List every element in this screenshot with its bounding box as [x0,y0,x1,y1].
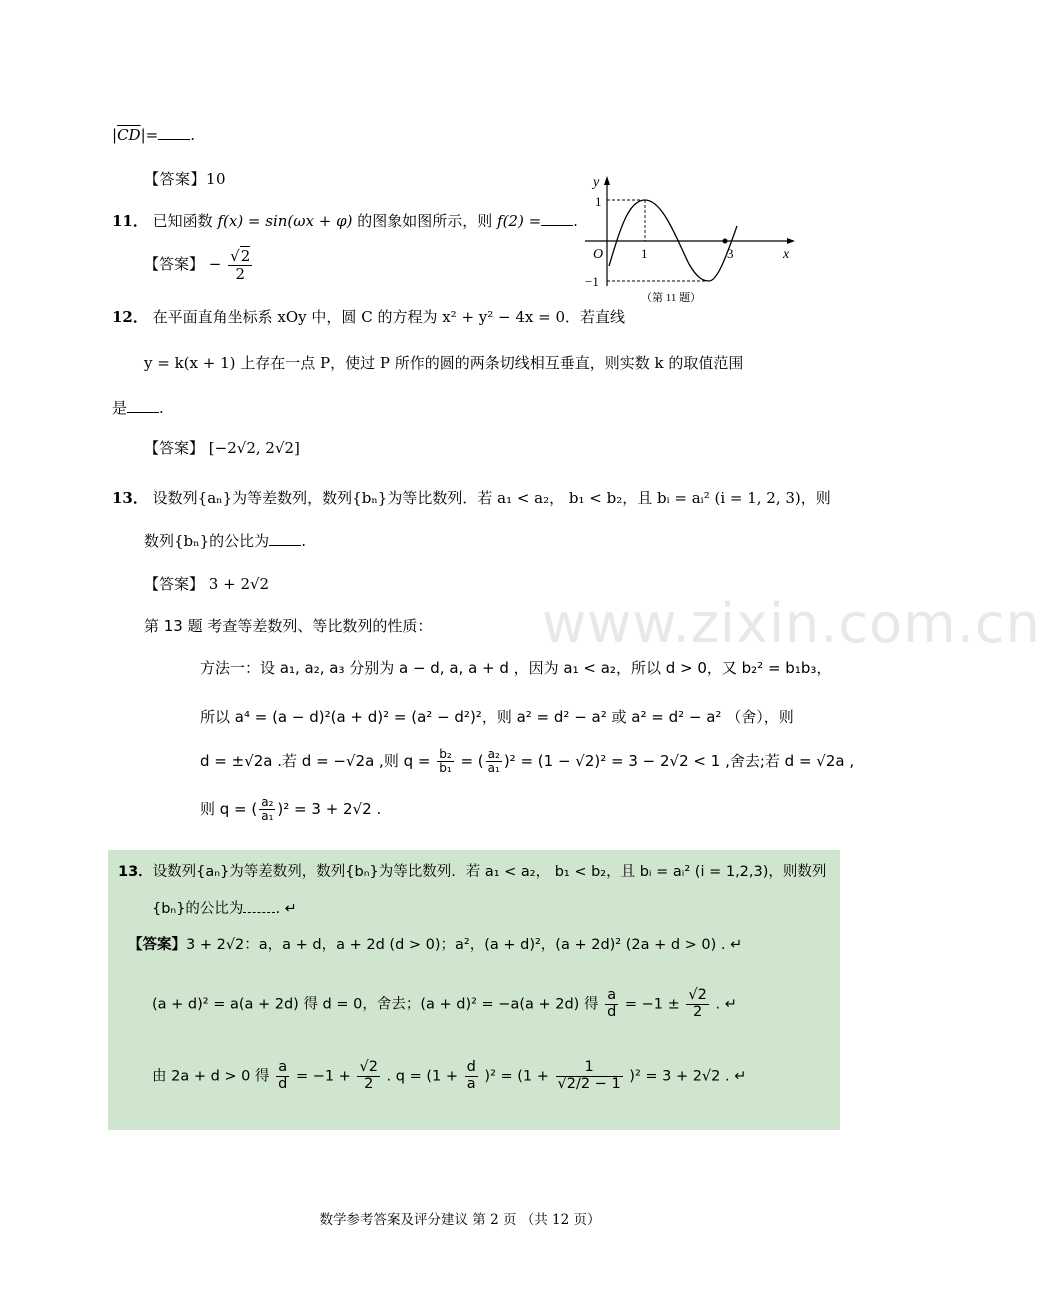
green-line5 [152,1060,746,1093]
method-line2: 所以 a⁴ = (a − d)²(a + d)² = (a² − d²)²，则 a² = d² − a² 或 a² = d² − a² （舍），则 [200,708,794,726]
method-line4 [200,796,381,823]
frac-a-d [276,1060,289,1093]
frac-a2-a1 [486,748,502,775]
frac-den: 2 [693,1003,703,1020]
frac-1-over [556,1060,623,1093]
q12-text-line1: 在平面直角坐标系 xOy 中，圆 C 的方程为 x² + y² − 4x = 0．若直线 [152,308,626,326]
frac-num: a [276,1060,289,1077]
answer-tag: 【答案】 [144,439,205,457]
zero-point [723,239,728,244]
method-heading: 第 13 题 考查等差数列、等比数列的性质： [144,617,433,635]
frac-b2-b1 [437,748,453,775]
frac-den: √2/2 − 1 [557,1075,621,1092]
frac-den: d [607,1003,617,1020]
figure-caption: （第 11 题） [641,292,702,304]
y-tick-neg1: −1 [585,274,599,289]
l4-text-a: (a + d)² = a(a + 2d) 得 d = 0，舍去；(a + d)² = −a(a + 2d) 得 [152,996,599,1013]
question-number: 11． [112,212,148,230]
sine-graph-figure [585,168,805,306]
sqrt-arg: 2 [240,247,251,265]
green-line1 [118,860,826,881]
equals: |= [140,126,159,144]
frac-num: √2 [688,987,707,1003]
q10-answer [144,168,226,189]
page-footer: 数学参考答案及评分建议 第 2 页 （共 12 页） [319,1212,601,1228]
question-number: 13． [112,489,148,507]
period: . [190,126,195,144]
l5-text-e: )² = 3 + 2√2 . ↵ [629,1068,747,1085]
q12-line3 [112,397,164,418]
q13-text-line2: 数列{bₙ}的公比为 [144,532,270,550]
frac-den: b₁ [439,761,452,776]
answer-value: 10 [206,170,227,188]
x-axis-arrow [787,238,795,244]
frac-den: a₁ [487,761,500,776]
q12-answer [144,437,300,458]
period: . [573,212,578,230]
green-line2 [152,897,297,918]
vector-cd-line [112,125,195,144]
green-text-line1: 设数列{aₙ}为等差数列，数列{bₙ}为等比数列．若 a₁ < a₂， b₁ < b₂，且 bᵢ = aᵢ² (i = 1,2,3)，则数列 [152,864,827,880]
l3-text-c: )² = (1 − √2)² = 3 − 2√2 < 1 ,舍去;若 d = √2a , [503,752,855,771]
method-line1: 方法一：设 a₁, a₂, a₃ 分别为 a − d, a, a + d ，因为 a₁ < a₂，所以 d > 0，又 b₂² = b₁b₃， [200,659,832,677]
answer-tag: 【答案】 [128,937,186,953]
q12-text-line3: 是 [112,399,128,417]
l5-text-c: . q = (1 + [386,1068,458,1085]
x-tick-1: 1 [641,246,648,261]
q11-text-a: 已知函数 [152,212,213,230]
q11-f2: f(2) = [497,212,542,230]
abs-bar: | [112,126,118,144]
frac-num: a [605,988,618,1005]
l5-text-a: 由 2a + d > 0 得 [152,1068,270,1085]
frac-a2-a1 [259,796,275,823]
y-tick-1: 1 [595,194,602,209]
answer-blank [127,398,159,413]
method-line3 [200,748,854,775]
y-label: y [593,175,600,190]
period: . [159,399,164,417]
question-number: 13． [118,864,153,880]
l4-text-c: . ↵ [715,996,737,1013]
vector-cd: $\overline{CD}$ [117,126,141,144]
period: . [301,532,306,550]
q11-expr: f(x) = sin(ωx + φ) [217,212,353,230]
frac-numerator: √2 [230,247,251,265]
frac-num: a₂ [487,747,500,761]
l4-text-b: = −1 ± [624,996,680,1013]
frac-den: d [278,1075,288,1092]
answer-tag: 【答案】 [144,255,205,273]
green-line4 [152,988,737,1021]
answer-blank [269,531,301,546]
l3-text-a: d = ±√2a .若 d = −√2a ,则 q = [200,752,431,771]
frac-sqrt2-2 [686,988,708,1021]
q13-text-line1: 设数列{aₙ}为等差数列，数列{bₙ}为等比数列．若 a₁ < a₂， b₁ < b₂，且 bᵢ = aᵢ² (i = 1, 2, 3)，则 [152,489,831,507]
answer-tag: 【答案】 [144,575,205,593]
answer-blank [541,211,573,226]
origin-label: O [593,247,604,262]
question-number: 12． [112,308,148,326]
frac-num: 1 [556,1060,623,1077]
answer-value: [−2√2, 2√2] [208,439,300,457]
frac-a-d [605,988,618,1021]
frac-num: √2 [359,1059,378,1075]
frac-num: a₂ [261,795,274,809]
x-tick-3: 3 [727,246,734,261]
frac-d-a [465,1060,478,1093]
watermark: www.zixin.com.cn [542,592,1041,655]
l4-text-a: 则 q = ( [200,800,258,819]
q13-line2 [144,530,306,551]
y-axis-arrow [604,176,610,185]
answer-blank [243,899,275,913]
frac-num: d [466,1059,476,1075]
frac-den: a₁ [261,809,274,824]
l5-text-b: = −1 + [295,1068,351,1085]
green-text-line2: {bₙ}的公比为 [152,901,244,917]
x-label: x [783,247,790,262]
q11-text [112,210,578,231]
answer-fraction [228,248,252,282]
frac-num: b₂ [439,747,452,761]
q11-text-b: 的图象如图所示，则 [357,212,493,230]
frac-den: 2 [364,1075,374,1092]
q13-answer [144,573,269,594]
period: . ↵ [275,901,297,917]
q12-line1 [112,306,625,327]
answer-sign: − [208,255,222,273]
l4-text-b: )² = 3 + 2√2 . [277,800,382,819]
l3-text-b: = ( [460,752,484,771]
green-text-line3: 3 + 2√2：a，a + d，a + 2d (d > 0)；a²，(a + d)²，(a + 2d)² (2a + d > 0) . ↵ [186,937,743,953]
answer-blank [158,125,190,140]
q13-line1 [112,487,831,508]
green-line3 [128,933,742,954]
frac-sqrt2-2 [357,1060,379,1093]
q12-text-line2: y = k(x + 1) 上存在一点 P，使过 P 所作的圆的两条切线相互垂直，则实数 k 的取值范围 [144,354,744,372]
q11-answer [144,248,254,282]
answer-value: 3 + 2√2 [208,575,270,593]
answer-tag: 【答案】 [144,170,207,188]
frac-denominator: 2 [235,264,245,283]
l5-text-d: )² = (1 + [484,1068,549,1085]
frac-den: a [466,1075,476,1092]
